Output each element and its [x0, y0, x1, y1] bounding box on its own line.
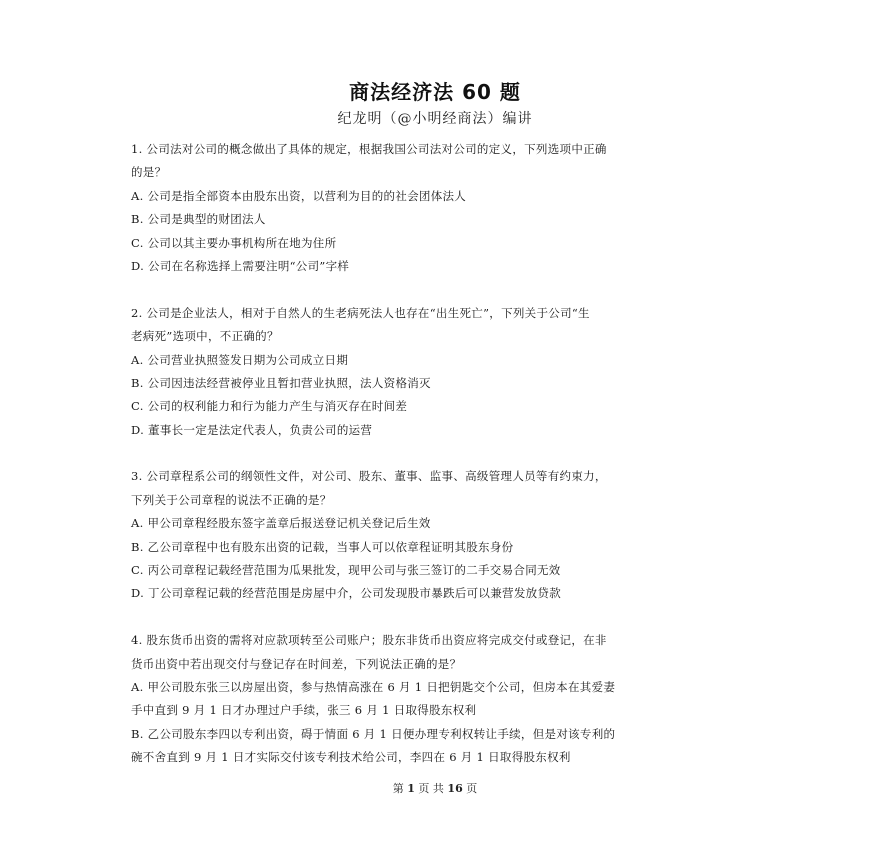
answer-option: D. 董事长一定是法定代表人，负责公司的运营 — [131, 422, 373, 437]
answer-option: A. 公司是指全部资本由股东出资，以营利为目的的社会团体法人 — [131, 188, 467, 203]
document-title: 商法经济法 60 题 — [349, 80, 521, 104]
answer-option: A. 甲公司章程经股东签字盖章后报送登记机关登记后生效 — [131, 516, 431, 531]
answer-option: B. 公司是典型的财团法人 — [131, 212, 266, 227]
answer-option: B. 乙公司章程中也有股东出资的记载，当事人可以依章程证明其股东身份 — [131, 539, 514, 554]
question-1 — [131, 138, 746, 278]
footer-prefix: 第 — [392, 782, 404, 795]
total-page-count: 16 — [447, 782, 463, 795]
footer-suffix: 页 — [466, 782, 478, 795]
spacer — [131, 606, 746, 629]
document-subtitle: 纪龙明（@小明经商法）编讲 — [337, 111, 533, 127]
answer-option: A. 公司营业执照签发日期为公司成立日期 — [131, 352, 349, 367]
answer-option: D. 丁公司章程记载的经营范围是房屋中介，公司发现股市暴跌后可以兼营发放贷款 — [131, 586, 562, 601]
question-stem-line: 4. 股东货币出资的需将对应款项转至公司账户；股东非货币出资应将完成交付或登记，在非 — [131, 633, 607, 648]
question-list — [131, 138, 746, 770]
answer-option: B. 公司因违法经营被停业且暂扣营业执照，法人资格消灭 — [131, 375, 431, 390]
question-stem-line: 2. 公司是企业法人，相对于自然人的生老病死法人也存在“出生死亡”，下列关于公司“生 — [131, 305, 590, 320]
page-footer — [0, 780, 870, 796]
question-stem-line: 下列关于公司章程的说法不正确的是？ — [131, 492, 332, 507]
question-stem-line: 货币出资中若出现交付与登记存在时间差，下列说法正确的是？ — [131, 656, 462, 671]
answer-option: C. 丙公司章程记载经营范围为瓜果批发，现甲公司与张三签订的二手交易合同无效 — [131, 563, 561, 578]
footer-middle: 页 共 — [418, 782, 444, 795]
question-stem-line: 1. 公司法对公司的概念做出了具体的规定，根据我国公司法对公司的定义，下列选项中正确 — [131, 142, 607, 156]
current-page-number: 1 — [407, 782, 415, 795]
question-stem-line: 老病死”选项中，不正确的？ — [131, 329, 279, 344]
question-4 — [131, 629, 746, 769]
answer-option: B. 乙公司股东李四以专利出资，碍于情面 6 月 1 日便办理专利权转让手续，但是对该专利的 — [131, 726, 616, 741]
answer-option: A. 甲公司股东张三以房屋出资，参与热情高涨在 6 月 1 日把钥匙交个公司，但房本在其爱妻 — [131, 679, 616, 694]
question-3 — [131, 465, 746, 605]
question-2 — [131, 302, 746, 442]
spacer — [131, 442, 746, 465]
answer-option: 手中直到 9 月 1 日才办理过户手续，张三 6 月 1 日取得股东权利 — [131, 703, 477, 718]
answer-option: D. 公司在名称选择上需要注明“公司”字样 — [131, 258, 350, 273]
answer-option: C. 公司的权利能力和行为能力产生与消灭存在时间差 — [131, 399, 408, 414]
spacer — [131, 278, 746, 301]
answer-option: 碗不舍直到 9 月 1 日才实际交付该专利技术给公司，李四在 6 月 1 日取得股东权利 — [131, 750, 571, 765]
question-stem-line: 的是？ — [131, 165, 167, 180]
question-stem-line: 3. 公司章程系公司的纲领性文件，对公司、股东、董事、监事、高级管理人员等有约束力， — [131, 469, 607, 484]
answer-option: C. 公司以其主要办事机构所在地为住所 — [131, 235, 337, 250]
